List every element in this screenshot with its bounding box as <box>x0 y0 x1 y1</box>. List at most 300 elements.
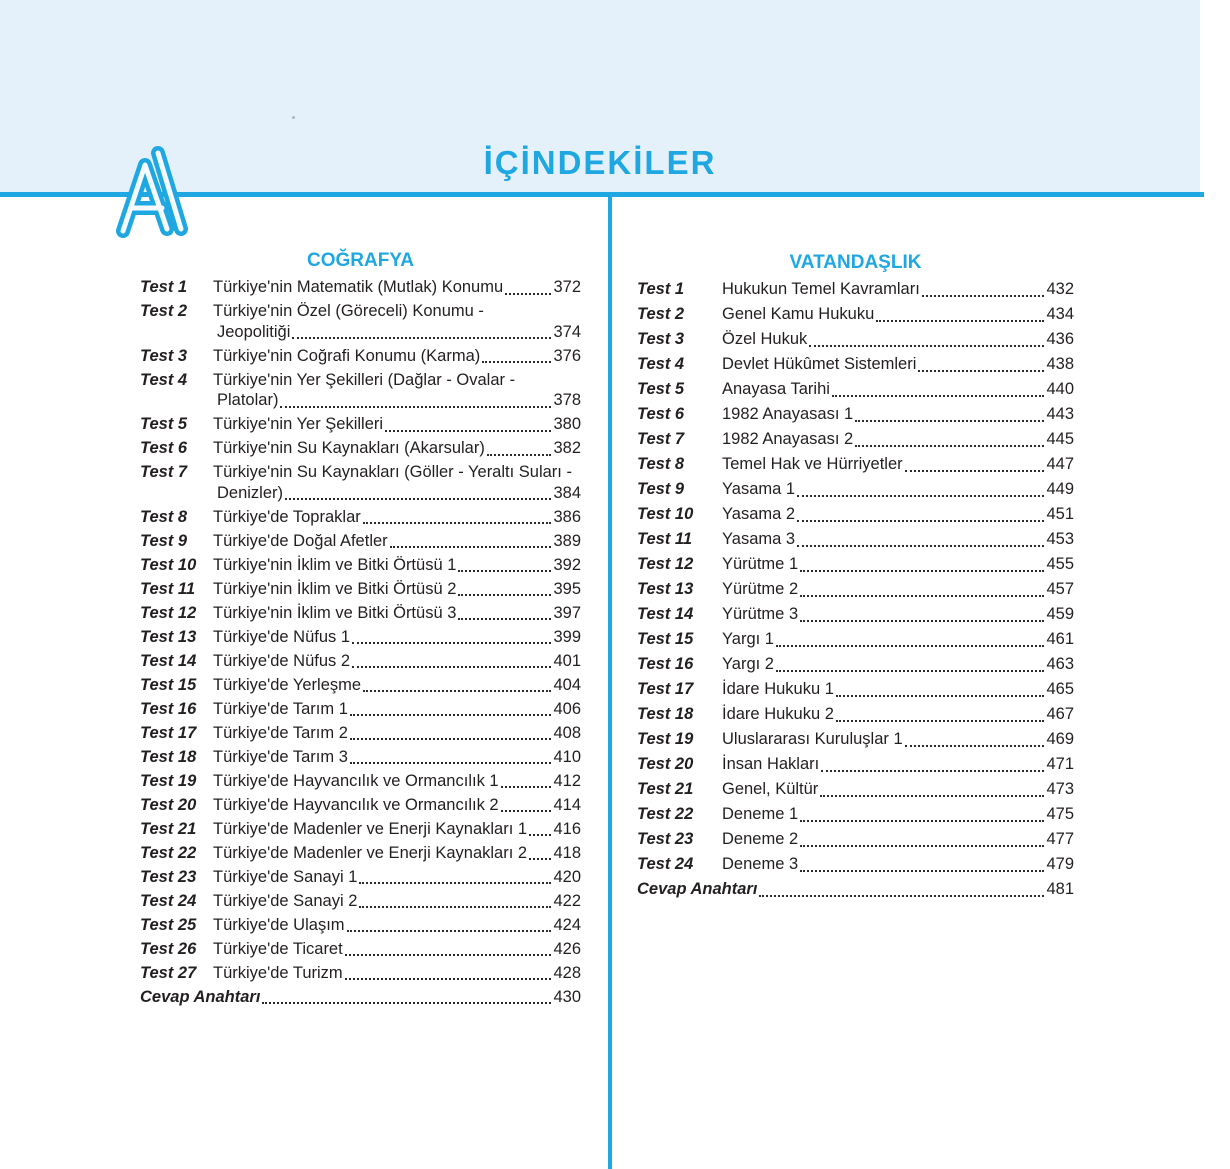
answer-key-label: Cevap Anahtarı <box>140 987 261 1006</box>
dot-leader <box>876 320 1044 322</box>
toc-entry <box>637 379 1074 400</box>
toc-entry <box>140 603 581 624</box>
entry-body <box>213 370 581 411</box>
dot-leader <box>821 770 1044 772</box>
toc-entry <box>140 462 581 503</box>
toc-entry <box>140 939 581 960</box>
toc-entry <box>140 915 581 936</box>
entry-title: Türkiye'de Sanayi 2 <box>213 891 358 910</box>
dot-leader <box>352 642 551 644</box>
page-number: 473 <box>1046 780 1074 798</box>
toc-entry <box>637 529 1074 550</box>
entry-title: Türkiye'de Hayvancılık ve Ormancılık 1 <box>213 771 499 790</box>
entry-line <box>722 854 1074 875</box>
page-number: 386 <box>553 507 581 526</box>
toc-entry <box>140 891 581 912</box>
dot-leader <box>809 345 1044 347</box>
dot-leader <box>797 495 1044 497</box>
entry-body <box>722 279 1074 300</box>
entry-line <box>722 304 1074 325</box>
dot-leader <box>292 337 551 339</box>
dot-leader <box>501 786 552 788</box>
test-label: Test 24 <box>637 855 694 873</box>
entry-body <box>722 529 1074 550</box>
entry-title: Türkiye'nin İklim ve Bitki Örtüsü 2 <box>213 579 457 598</box>
toc-entry <box>140 555 581 576</box>
entry-body <box>213 301 581 342</box>
entry-title: İnsan Hakları <box>722 755 820 773</box>
toc-entry <box>637 854 1074 875</box>
page-number: 440 <box>1046 380 1074 398</box>
toc-entry <box>637 604 1074 625</box>
entry-body <box>213 819 581 840</box>
entry-line <box>722 554 1074 575</box>
page-number: 467 <box>1046 705 1074 723</box>
entry-line <box>213 414 581 435</box>
entry-line <box>722 329 1074 350</box>
test-label: Test 26 <box>140 939 197 958</box>
entry-line <box>213 507 581 528</box>
toc-entry <box>637 804 1074 825</box>
dot-leader <box>797 520 1044 522</box>
entry-line <box>213 747 581 768</box>
toc-entry <box>637 279 1074 300</box>
entry-line <box>213 277 581 298</box>
test-label: Test 19 <box>637 730 694 748</box>
entry-body <box>213 531 581 552</box>
entry-title: Türkiye'nin İklim ve Bitki Örtüsü 1 <box>213 555 457 574</box>
entry-title: Türkiye'de Madenler ve Enerji Kaynakları 1 <box>213 819 528 838</box>
test-label: Test 17 <box>140 723 197 742</box>
toc-entry <box>140 414 581 435</box>
entry-line <box>213 843 581 864</box>
entry-body <box>722 579 1074 600</box>
test-label: Test 19 <box>140 771 197 790</box>
entry-body <box>213 579 581 600</box>
dot-leader <box>800 595 1044 597</box>
entry-body <box>213 771 581 792</box>
page-number: 428 <box>553 963 581 982</box>
entry-body <box>213 915 581 936</box>
test-label: Test 13 <box>637 580 694 598</box>
entry-title: Türkiye'de Nüfus 2 <box>213 651 351 670</box>
test-label: Test 20 <box>140 795 197 814</box>
entry-body <box>722 854 1074 875</box>
page-number: 389 <box>553 531 581 550</box>
entry-title: Türkiye'nin Yer Şekilleri <box>213 415 384 433</box>
toc-entry <box>637 829 1074 850</box>
test-label: Test 16 <box>140 699 197 718</box>
toc-entry <box>637 629 1074 650</box>
test-label: Test 21 <box>140 819 197 838</box>
test-label: Test 12 <box>637 555 694 573</box>
toc-entry <box>140 579 581 600</box>
test-label: Test 6 <box>140 439 188 457</box>
test-label: Test 16 <box>637 655 694 673</box>
entry-title: İdare Hukuku 1 <box>722 680 834 698</box>
entry-line <box>722 479 1074 500</box>
entry-body <box>213 462 581 503</box>
entry-title: Türkiye'de Ticaret <box>213 939 343 958</box>
entry-body <box>213 867 581 888</box>
test-label: Test 25 <box>140 915 197 934</box>
page-number: 376 <box>553 346 581 365</box>
entry-body <box>722 629 1074 650</box>
entry-title: Yargı 2 <box>722 655 774 673</box>
dot-leader <box>836 720 1045 722</box>
test-label: Test 20 <box>637 755 694 773</box>
entry-body <box>213 963 581 984</box>
page-number: 397 <box>553 603 581 622</box>
entry-body <box>722 804 1074 825</box>
entry-body <box>722 554 1074 575</box>
dot-leader <box>529 834 551 836</box>
entry-body <box>213 555 581 576</box>
entry-body <box>722 729 1074 750</box>
entry-line <box>213 651 581 672</box>
entry-line <box>213 867 581 888</box>
dot-leader <box>836 695 1045 697</box>
dot-leader <box>759 895 1044 897</box>
entry-title: Uluslararası Kuruluşlar 1 <box>722 730 903 748</box>
dot-leader <box>482 361 551 363</box>
entry-title: Hukukun Temel Kavramları <box>722 280 920 298</box>
dot-leader <box>905 745 1045 747</box>
page-number: 378 <box>553 391 581 409</box>
entry-line <box>722 679 1074 700</box>
entry-line <box>213 346 581 367</box>
entry-title: Temel Hak ve Hürriyetler <box>722 455 903 473</box>
entry-line <box>722 804 1074 825</box>
entry-body <box>213 277 581 298</box>
toc-entry <box>140 370 581 411</box>
page-number: 382 <box>553 439 581 457</box>
entry-title: Türkiye'nin İklim ve Bitki Örtüsü 3 <box>213 603 457 622</box>
toc-entry <box>140 795 581 816</box>
entry-title: Türkiye'de Topraklar <box>213 507 361 526</box>
toc-entry <box>637 479 1074 500</box>
dot-leader <box>776 645 1044 647</box>
entry-line <box>213 370 581 391</box>
page-number: 410 <box>553 747 581 766</box>
entry-body <box>722 479 1074 500</box>
test-label: Test 10 <box>140 555 197 574</box>
page-number: 418 <box>553 843 581 862</box>
test-label: Test 14 <box>637 605 694 623</box>
entry-line <box>722 354 1074 375</box>
entry-line <box>722 579 1074 600</box>
test-label: Test 23 <box>140 867 197 886</box>
entry-body <box>213 414 581 435</box>
entry-title-continuation: Denizler) <box>217 483 284 502</box>
page-number: 445 <box>1046 430 1074 448</box>
entry-body <box>722 454 1074 475</box>
entry-body <box>722 754 1074 775</box>
test-label: Test 5 <box>140 415 188 433</box>
page-number: 420 <box>553 867 581 886</box>
entry-line <box>213 771 581 792</box>
entry-body <box>722 379 1074 400</box>
dot-leader <box>800 570 1044 572</box>
entry-body <box>213 627 581 648</box>
dot-leader <box>855 445 1044 447</box>
section-title-cografya: COĞRAFYA <box>307 250 414 271</box>
page-number: 374 <box>553 322 581 341</box>
test-label: Test 10 <box>637 505 694 523</box>
answer-key-row <box>637 879 1074 900</box>
dot-leader <box>918 370 1044 372</box>
page-number: 424 <box>553 915 581 934</box>
entry-line-continuation <box>213 483 581 504</box>
entry-title: Yasama 3 <box>722 530 796 548</box>
entry-title: Devlet Hükûmet Sistemleri <box>722 355 917 373</box>
page-number: 438 <box>1046 355 1074 373</box>
entry-body <box>722 429 1074 450</box>
dot-leader <box>501 810 552 812</box>
test-label: Test 18 <box>140 747 197 766</box>
toc-entry <box>637 779 1074 800</box>
entry-body <box>722 329 1074 350</box>
toc-entry <box>140 867 581 888</box>
page-number: 451 <box>1046 505 1074 523</box>
dot-leader <box>905 470 1045 472</box>
page-number: 372 <box>553 278 581 296</box>
entry-line <box>213 579 581 600</box>
entry-title: Genel, Kültür <box>722 780 819 798</box>
dot-leader <box>363 522 552 524</box>
entry-line <box>722 529 1074 550</box>
answer-key-label: Cevap Anahtarı <box>637 880 758 898</box>
page-number: 459 <box>1046 605 1074 623</box>
entry-line <box>213 891 581 912</box>
page-number: 449 <box>1046 480 1074 498</box>
page-number: 404 <box>553 675 581 694</box>
test-label: Test 2 <box>140 302 188 320</box>
entry-line <box>722 704 1074 725</box>
test-label: Test 22 <box>140 843 197 862</box>
entry-title-continuation: Jeopolitiği <box>217 322 291 341</box>
entry-body <box>213 603 581 624</box>
entry-body <box>722 404 1074 425</box>
entry-title: Türkiye'de Turizm <box>213 963 343 982</box>
toc-entries-vatandaslik <box>637 279 1074 900</box>
test-label: Test 18 <box>637 705 694 723</box>
test-label: Test 14 <box>140 651 197 670</box>
entry-title: Yasama 1 <box>722 480 796 498</box>
entry-line <box>213 438 581 459</box>
entry-line <box>213 699 581 720</box>
entry-title: Türkiye'de Doğal Afetler <box>213 531 388 550</box>
page-number: 479 <box>1046 855 1074 873</box>
toc-entry <box>637 654 1074 675</box>
toc-entries-cografya <box>140 277 581 1007</box>
test-label: Test 8 <box>140 507 188 526</box>
entry-title: Türkiye'de Sanayi 1 <box>213 867 358 886</box>
page-number: 463 <box>1046 655 1074 673</box>
test-label: Test 4 <box>140 370 188 389</box>
dot-leader <box>350 714 552 716</box>
page-number: 469 <box>1046 730 1074 748</box>
entry-title: Yürütme 1 <box>722 555 799 573</box>
entry-title: 1982 Anayasası 2 <box>722 430 854 448</box>
test-label: Test 17 <box>637 680 694 698</box>
speck-artifact <box>292 116 295 119</box>
entry-title: Türkiye'nin Yer Şekilleri (Dağlar - Ovalar - <box>213 370 516 389</box>
toc-entry <box>637 454 1074 475</box>
entry-line <box>213 723 581 744</box>
toc-entry <box>637 554 1074 575</box>
dot-leader <box>352 666 551 668</box>
entry-line <box>213 603 581 624</box>
toc-entry <box>637 304 1074 325</box>
toc-entry <box>140 438 581 459</box>
page-number: 395 <box>553 579 581 598</box>
entry-title: Türkiye'de Yerleşme <box>213 675 362 694</box>
toc-entry <box>140 277 581 298</box>
dot-leader <box>529 858 551 860</box>
entry-title: Deneme 1 <box>722 805 799 823</box>
entry-body <box>722 829 1074 850</box>
toc-column-vatandaslik <box>637 252 1074 904</box>
entry-title: Deneme 3 <box>722 855 799 873</box>
entry-title: İdare Hukuku 2 <box>722 705 834 723</box>
page-number: 426 <box>553 939 581 958</box>
toc-entry <box>140 507 581 528</box>
dot-leader <box>800 870 1044 872</box>
dot-leader <box>359 882 551 884</box>
dot-leader <box>776 670 1044 672</box>
dot-leader <box>359 906 551 908</box>
entry-line <box>213 939 581 960</box>
toc-entry <box>140 723 581 744</box>
entry-line <box>213 627 581 648</box>
test-label: Test 4 <box>637 355 685 373</box>
dot-leader <box>363 690 551 692</box>
entry-body <box>213 438 581 459</box>
entry-title: Türkiye'de Ulaşım <box>213 915 345 934</box>
dot-leader <box>855 420 1044 422</box>
dot-leader <box>800 820 1044 822</box>
entry-title: Yürütme 3 <box>722 605 799 623</box>
dot-leader <box>350 738 552 740</box>
entry-line <box>722 504 1074 525</box>
dot-leader <box>390 546 552 548</box>
dot-leader <box>797 545 1044 547</box>
page-number: 380 <box>553 415 581 433</box>
page-number: 401 <box>553 651 581 670</box>
test-label: Test 3 <box>637 330 685 348</box>
dot-leader <box>345 978 552 980</box>
toc-entry <box>140 843 581 864</box>
test-label: Test 9 <box>637 480 685 498</box>
entry-line <box>722 379 1074 400</box>
page-number: 471 <box>1046 755 1074 773</box>
entry-line <box>213 531 581 552</box>
page-title: İÇİNDEKİLER <box>483 144 717 181</box>
test-label: Test 1 <box>140 278 188 296</box>
test-label: Test 7 <box>637 430 685 448</box>
test-label: Test 8 <box>637 455 685 473</box>
entry-body <box>213 507 581 528</box>
page-number: 422 <box>553 891 581 910</box>
toc-entry <box>637 729 1074 750</box>
dot-leader <box>285 498 551 500</box>
test-label: Test 5 <box>637 380 685 398</box>
dot-leader <box>458 570 551 572</box>
entry-title: Türkiye'de Madenler ve Enerji Kaynakları 2 <box>213 843 528 862</box>
entry-title-continuation: Platolar) <box>217 391 279 409</box>
entry-line-continuation <box>213 322 581 343</box>
page-number: 416 <box>553 819 581 838</box>
entry-line <box>722 654 1074 675</box>
entry-line <box>722 729 1074 750</box>
entry-line <box>213 462 581 483</box>
toc-entry <box>637 704 1074 725</box>
toc-entry <box>140 771 581 792</box>
entry-body <box>213 699 581 720</box>
test-label: Test 21 <box>637 780 694 798</box>
entry-title: Türkiye'de Nüfus 1 <box>213 627 351 646</box>
entry-line <box>213 915 581 936</box>
entry-body <box>213 891 581 912</box>
test-label: Test 22 <box>637 805 694 823</box>
test-label: Test 1 <box>637 280 685 298</box>
toc-entry <box>140 301 581 342</box>
entry-title: Türkiye'de Tarım 3 <box>213 747 348 766</box>
dot-leader <box>280 406 551 408</box>
toc-entry <box>637 354 1074 375</box>
entry-line <box>722 429 1074 450</box>
entry-line <box>213 555 581 576</box>
toc-entry <box>637 579 1074 600</box>
dot-leader <box>922 295 1045 297</box>
dot-leader <box>347 930 552 932</box>
page-number: 406 <box>553 699 581 718</box>
page-number: 455 <box>1046 555 1074 573</box>
dot-leader <box>832 395 1045 397</box>
entry-title: Türkiye'de Hayvancılık ve Ormancılık 2 <box>213 795 499 814</box>
test-label: Test 15 <box>140 675 197 694</box>
entry-line <box>722 279 1074 300</box>
toc-entry <box>140 675 581 696</box>
entry-body <box>213 651 581 672</box>
entry-line <box>722 829 1074 850</box>
entry-title: Türkiye'nin Özel (Göreceli) Konumu - <box>213 302 484 320</box>
entry-body <box>213 843 581 864</box>
toc-entry <box>140 747 581 768</box>
entry-title: Türkiye'nin Coğrafi Konumu (Karma) <box>213 346 481 365</box>
answer-key-row <box>140 987 581 1008</box>
page-number: 392 <box>553 555 581 574</box>
toc-entry <box>140 819 581 840</box>
entry-title: Türkiye'nin Matematik (Mutlak) Konumu <box>213 278 504 296</box>
entry-body <box>722 654 1074 675</box>
entry-line <box>213 963 581 984</box>
entry-line <box>213 819 581 840</box>
entry-line <box>722 454 1074 475</box>
entry-body <box>213 747 581 768</box>
entry-body <box>722 679 1074 700</box>
test-label: Test 9 <box>140 531 188 550</box>
dot-leader <box>262 1002 551 1004</box>
entry-body <box>722 504 1074 525</box>
entry-title: Anayasa Tarihi <box>722 380 830 398</box>
page-number: 399 <box>553 627 581 646</box>
entry-title: Yasama 2 <box>722 505 796 523</box>
test-label: Test 11 <box>637 530 693 548</box>
toc-entry <box>140 627 581 648</box>
toc-entry <box>140 651 581 672</box>
